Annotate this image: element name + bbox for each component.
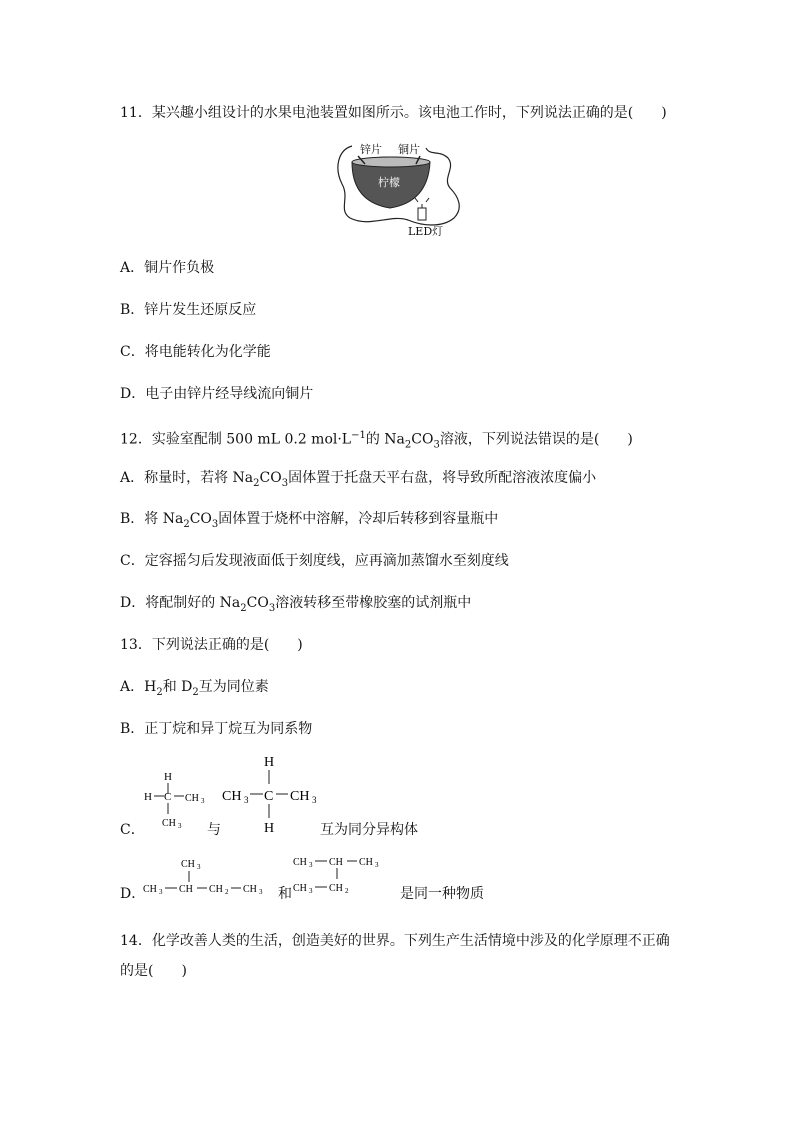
q13-option-d-post: 是同一种物质 xyxy=(400,886,484,902)
fruit-battery-figure xyxy=(330,138,465,240)
svg-text:CH: CH xyxy=(209,884,223,895)
structure-c1 xyxy=(140,770,210,835)
structure-d1 xyxy=(143,855,283,895)
q11-option-a: A．铜片作负极 xyxy=(120,260,215,276)
lemon-label: 柠檬 xyxy=(378,176,400,189)
q13-stem: 13．下列说法正确的是( ) xyxy=(120,637,303,653)
svg-text:3: 3 xyxy=(312,795,317,805)
svg-text:3: 3 xyxy=(309,861,313,869)
svg-text:CH: CH xyxy=(181,859,195,870)
svg-text:CH: CH xyxy=(185,793,199,804)
q11-option-b: B．锌片发生还原反应 xyxy=(120,302,257,318)
svg-text:CH: CH xyxy=(359,857,373,868)
svg-text:H: H xyxy=(264,755,275,770)
q13-option-b: B．正丁烷和异丁烷互为同系物 xyxy=(120,721,313,737)
svg-text:2: 2 xyxy=(345,887,349,895)
svg-text:CH: CH xyxy=(143,884,157,895)
svg-text:3: 3 xyxy=(375,861,379,869)
q11-option-c: C．将电能转化为化学能 xyxy=(120,344,271,360)
svg-text:3: 3 xyxy=(178,822,182,830)
q14-stem-line1: 14．化学改善人类的生活，创造美好的世界。下列生产生活情境中涉及的化学原理不正确 xyxy=(120,933,670,949)
svg-text:C: C xyxy=(164,791,172,803)
svg-text:2: 2 xyxy=(225,888,229,895)
q12-option-a: A．称量时，若将 $Na_2CO_3$固体置于托盘天平右盘，将导致所配溶液浓度偏小 xyxy=(120,470,597,489)
q11-stem: 11．某兴趣小组设计的水果电池装置如图所示。该电池工作时，下列说法正确的是( ) xyxy=(120,105,667,121)
svg-text:3: 3 xyxy=(244,795,249,805)
q12-option-b: B．将 $Na_2CO_3$固体置于烧杯中溶解，冷却后转移到容量瓶中 xyxy=(120,511,499,530)
q12-stem: 12．实验室配制 500 mL 0.2 $mol\cdot L^{-1}$的 $Na_2CO_3$溶液，下列说法错误的是( ) xyxy=(120,430,633,451)
svg-text:3: 3 xyxy=(197,863,201,871)
svg-text:H: H xyxy=(164,771,172,783)
q12-option-d: D．将配制好的 $Na_2CO_3$溶液转移至带橡胶塞的试剂瓶中 xyxy=(120,595,472,614)
svg-text:3: 3 xyxy=(201,797,205,805)
svg-text:CH: CH xyxy=(179,884,193,895)
svg-text:CH: CH xyxy=(162,818,176,829)
q13-option-c-post: 互为同分异构体 xyxy=(320,822,418,838)
svg-text:H: H xyxy=(264,821,275,834)
q12-option-c: C．定容摇匀后发现液面低于刻度线，应再滴加蒸馏水至刻度线 xyxy=(120,553,509,569)
structure-d2 xyxy=(293,853,393,897)
svg-text:CH: CH xyxy=(290,789,310,804)
svg-text:CH: CH xyxy=(293,857,307,868)
q13-option-a: A．$H_2$和 $D_2$互为同位素 xyxy=(120,679,269,698)
q13-option-c-label: C． xyxy=(120,822,145,838)
svg-text:CH: CH xyxy=(293,883,307,894)
led-label: LED灯 xyxy=(408,225,444,238)
svg-text:3: 3 xyxy=(309,887,313,895)
q11-option-d: D．电子由锌片经导线流向铜片 xyxy=(120,386,314,402)
svg-text:CH: CH xyxy=(243,884,257,895)
svg-text:3: 3 xyxy=(259,888,263,895)
svg-text:C: C xyxy=(264,789,274,804)
q13-option-d-label: D． xyxy=(120,886,146,902)
svg-text:3: 3 xyxy=(159,888,163,895)
svg-text:CH: CH xyxy=(329,857,343,868)
q14-stem-line2: 的是( ) xyxy=(120,963,187,979)
q13-option-d-and: 和 xyxy=(278,886,292,902)
copper-label: 铜片 xyxy=(398,143,420,156)
svg-text:CH: CH xyxy=(329,883,343,894)
structure-c2 xyxy=(220,752,320,834)
svg-text:CH: CH xyxy=(222,789,242,804)
svg-text:H: H xyxy=(144,791,152,803)
zinc-label: 锌片 xyxy=(360,143,382,156)
q13-option-c-and: 与 xyxy=(207,822,221,838)
